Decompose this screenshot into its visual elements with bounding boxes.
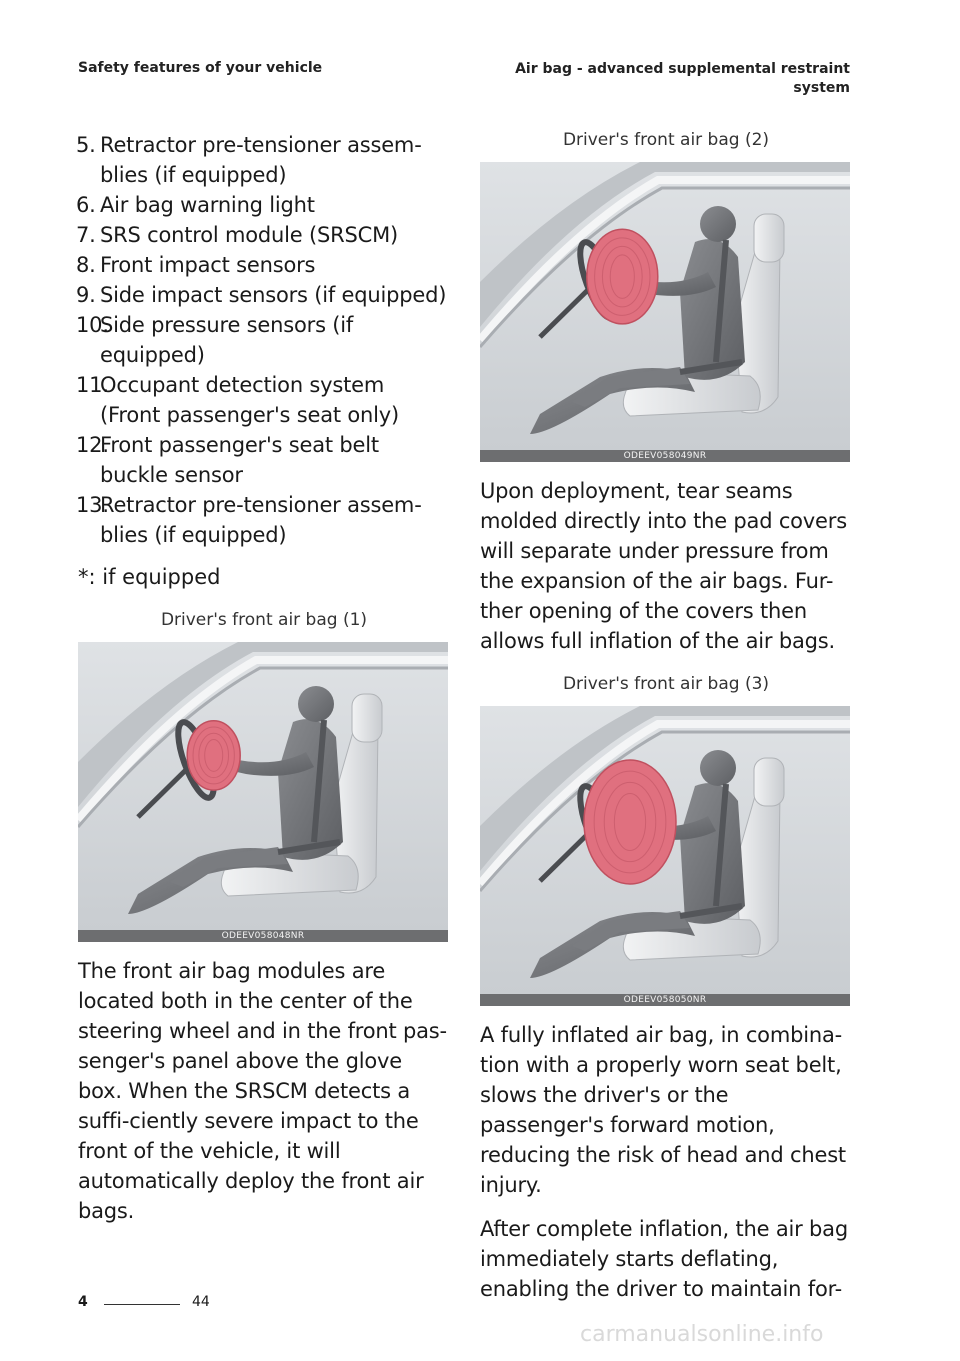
list-number: 13. bbox=[76, 493, 109, 517]
airbag-illustration bbox=[78, 642, 448, 930]
airbag bbox=[584, 760, 676, 884]
figure-code: ODEEV058049NR bbox=[480, 450, 850, 462]
list-item bbox=[78, 250, 450, 280]
driver-head bbox=[298, 686, 334, 722]
body-paragraph: The front air bag modules are located both in the center of the steering wheel and in the front pas-senger's panel above the glove box. When the SRSCM detects a suffi-ciently severe impact to the front of the vehicle, it will automatically deploy the front air bags. bbox=[78, 959, 447, 1223]
body-paragraph: A fully inflated air bag, in combina-tion with a properly worn seat belt, slows the driver's or the passenger's forward motion, reducing the risk of head and chest injury. bbox=[480, 1023, 846, 1197]
figure-caption: Driver's front air bag (3) bbox=[562, 674, 770, 694]
list-number: 9. bbox=[76, 283, 96, 307]
airbag-illustration bbox=[480, 162, 850, 450]
list-text: SRS control module (SRSCM) bbox=[100, 223, 398, 247]
list-text: Front passenger's seat belt buckle sensor bbox=[100, 433, 379, 487]
right-column bbox=[480, 130, 852, 1304]
running-header-section: Safety features of your vehicle bbox=[78, 60, 323, 76]
driver-torso bbox=[278, 719, 343, 860]
list-item bbox=[78, 370, 450, 430]
running-header-topic-line2: system bbox=[793, 80, 850, 96]
body-paragraph: Upon deployment, tear seams molded directly into the pad covers will separate under pressure from the expansion of the air bags. Fur-ther opening of the covers then allows full inflation of the air bags. bbox=[480, 479, 847, 653]
running-header-topic bbox=[490, 60, 850, 98]
airbag-figure bbox=[480, 162, 850, 462]
body-paragraph: After complete inflation, the air bag immediately starts deflating, enabling the driver to maintain for- bbox=[480, 1217, 848, 1301]
headrest bbox=[754, 758, 784, 806]
list-item bbox=[78, 190, 450, 220]
airbag bbox=[187, 721, 240, 790]
airbag-figure bbox=[480, 706, 850, 1006]
list-number: 10. bbox=[76, 313, 109, 337]
list-number: 11. bbox=[76, 373, 109, 397]
driver-head bbox=[700, 206, 736, 242]
headrest bbox=[754, 214, 784, 262]
driver-torso bbox=[680, 783, 745, 924]
driver-head bbox=[700, 750, 736, 786]
footnote: *: if equipped bbox=[78, 565, 221, 589]
figure-caption: Driver's front air bag (1) bbox=[160, 610, 368, 630]
airbag-illustration bbox=[480, 706, 850, 994]
list-text: Side impact sensors (if equipped) bbox=[100, 283, 447, 307]
page-number: 44 bbox=[192, 1294, 210, 1310]
list-number: 5. bbox=[76, 133, 96, 157]
footer-rule bbox=[104, 1304, 180, 1305]
list-text: Air bag warning light bbox=[100, 193, 315, 217]
watermark: carmanualsonline.info bbox=[580, 1322, 824, 1347]
chapter-number: 4 bbox=[78, 1294, 88, 1310]
list-text: Front impact sensors bbox=[100, 253, 316, 277]
headrest bbox=[352, 694, 382, 742]
list-item bbox=[78, 490, 450, 550]
list-text: Retractor pre-tensioner assem-blies (if equipped) bbox=[100, 493, 422, 547]
list-item bbox=[78, 280, 450, 310]
list-number: 8. bbox=[76, 253, 96, 277]
left-column bbox=[78, 130, 450, 1226]
list-number: 6. bbox=[76, 193, 96, 217]
figure-code: ODEEV058050NR bbox=[480, 994, 850, 1006]
list-text: Side pressure sensors (if equipped) bbox=[100, 313, 354, 367]
figure-caption: Driver's front air bag (2) bbox=[562, 130, 770, 150]
driver-torso bbox=[680, 239, 745, 380]
airbag-figure bbox=[78, 642, 448, 942]
figure-code: ODEEV058048NR bbox=[78, 930, 448, 942]
running-header-topic-line1: Air bag - advanced supplemental restraint bbox=[515, 61, 850, 77]
list-number: 7. bbox=[76, 223, 96, 247]
list-number: 12. bbox=[76, 433, 109, 457]
list-text: Occupant detection system (Front passenger's seat only) bbox=[100, 373, 400, 427]
list-text: Retractor pre-tensioner assem-blies (if equipped) bbox=[100, 133, 422, 187]
list-item bbox=[78, 310, 450, 370]
component-list bbox=[78, 130, 450, 550]
list-item bbox=[78, 130, 450, 190]
list-item bbox=[78, 220, 450, 250]
airbag bbox=[587, 229, 658, 324]
list-item bbox=[78, 430, 450, 490]
